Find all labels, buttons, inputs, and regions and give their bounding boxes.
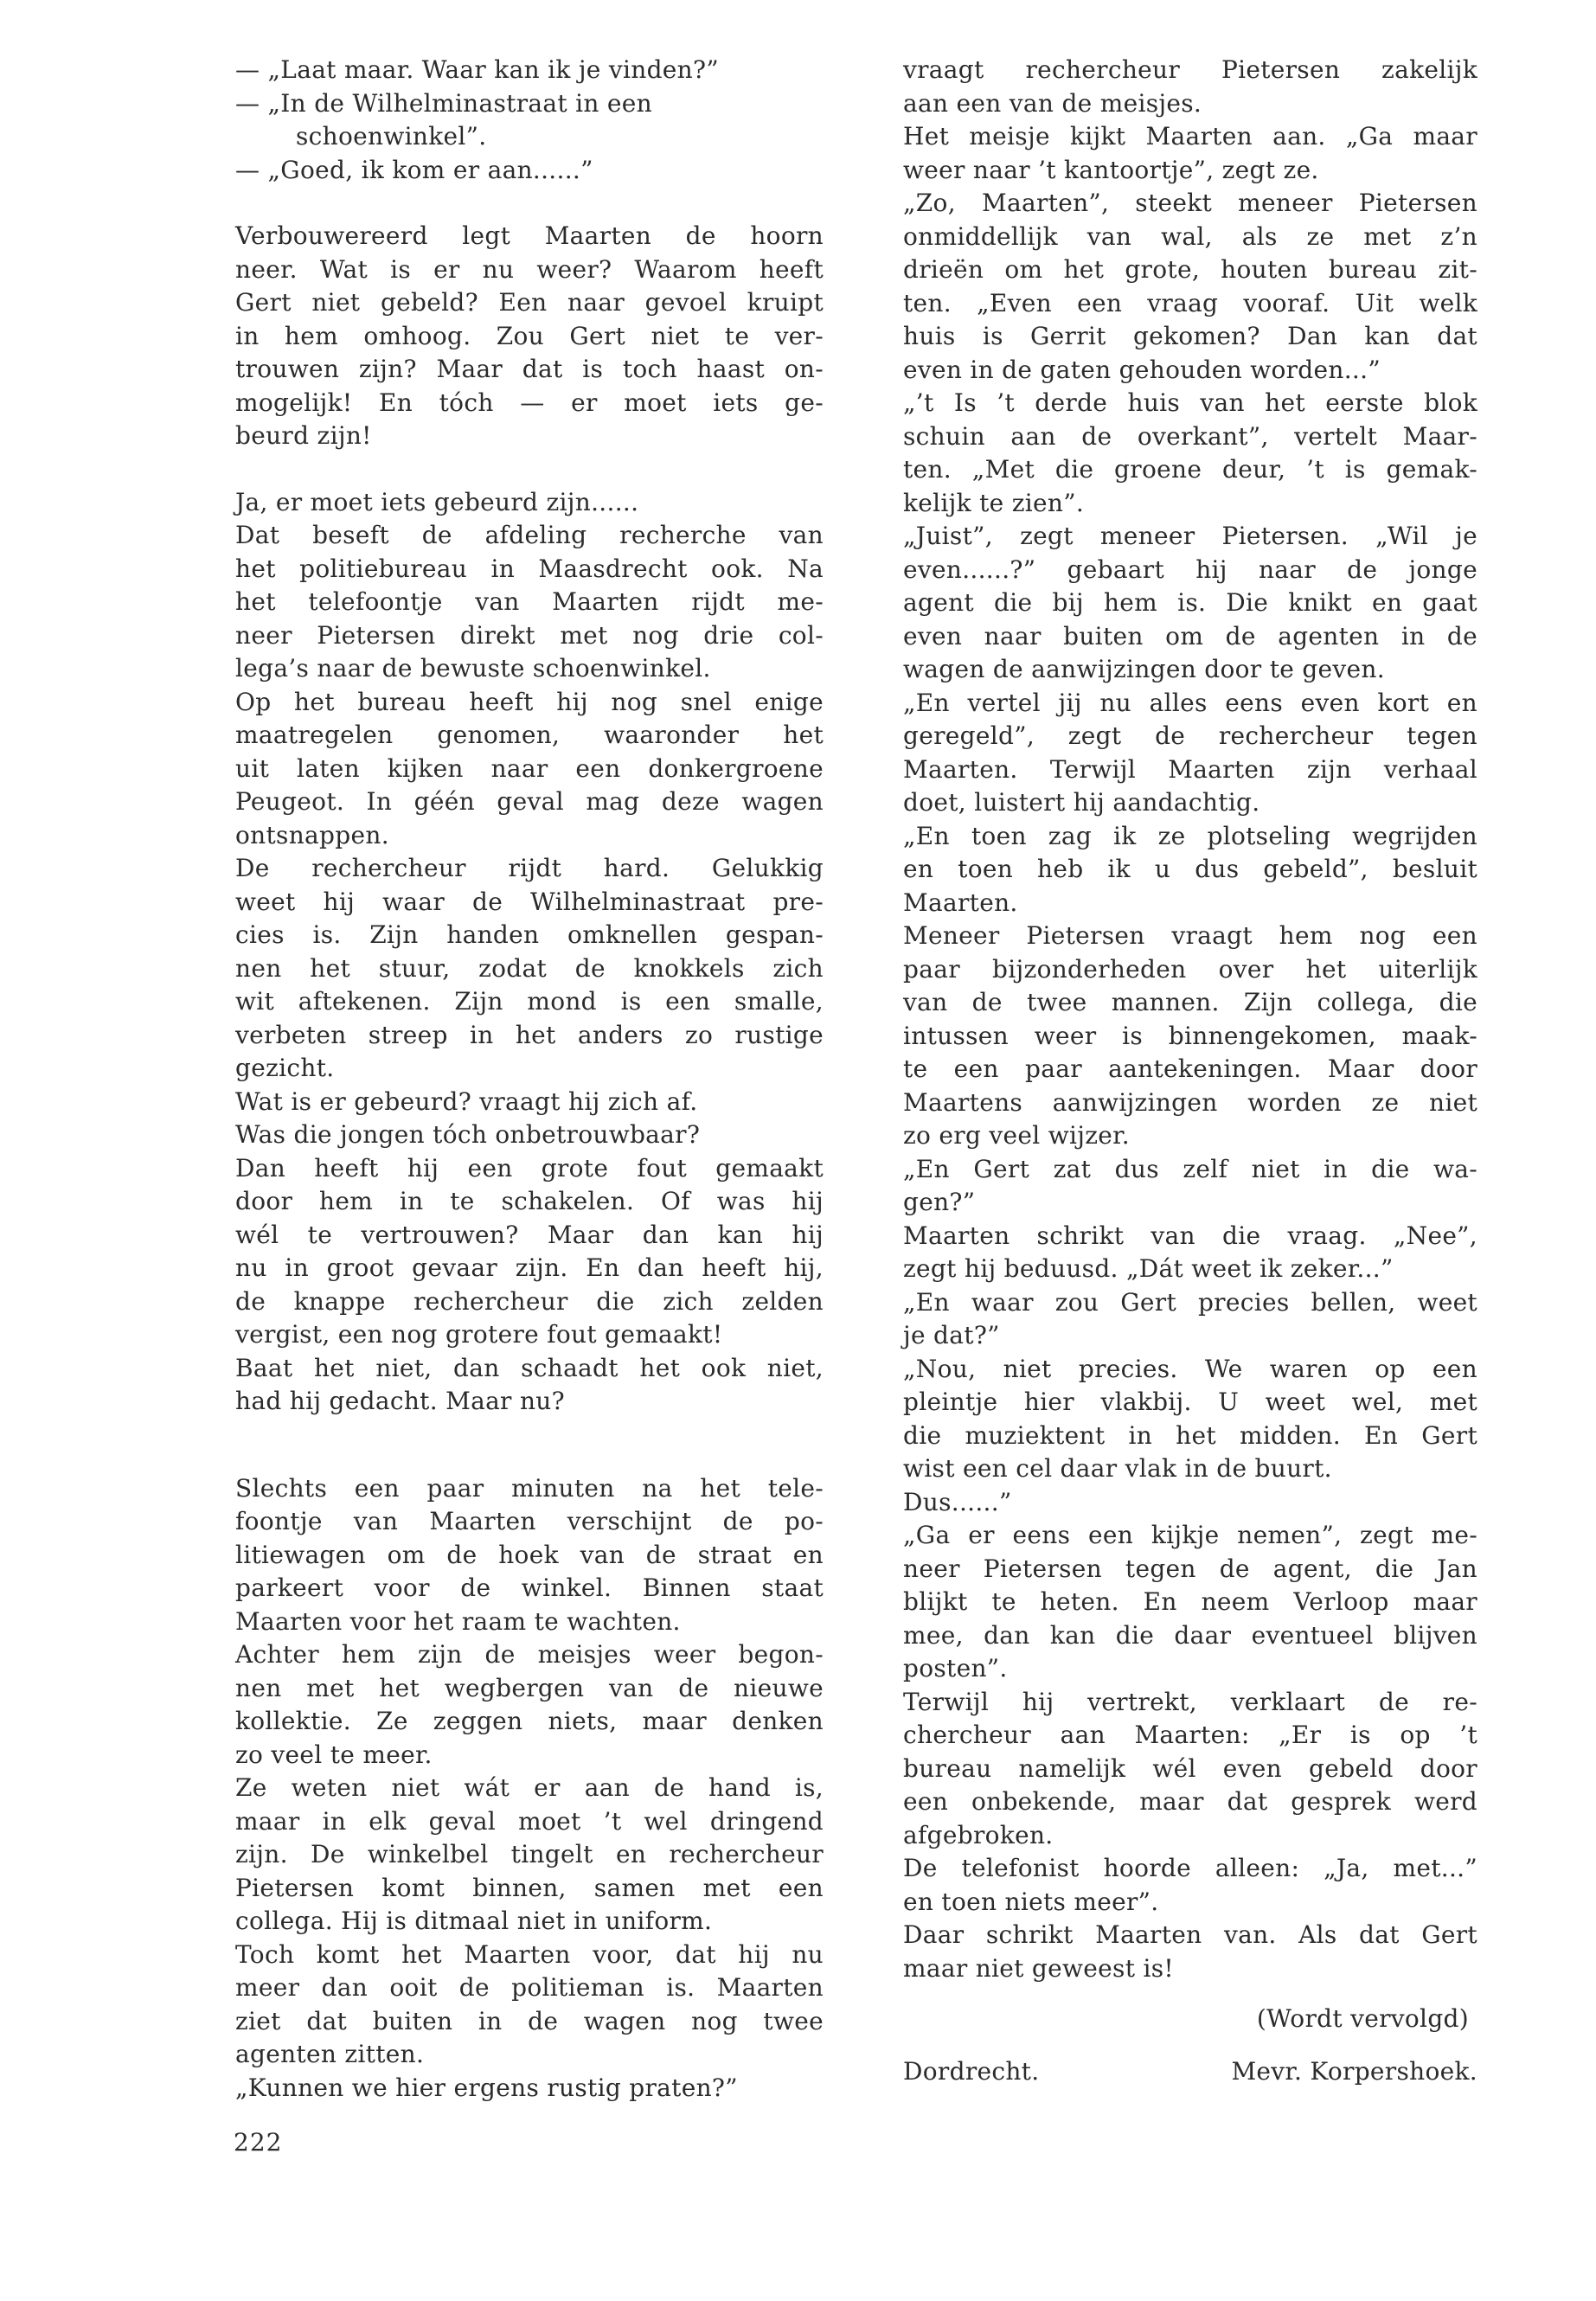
text-line: wagen de aanwijzingen door te geven. (903, 655, 1385, 683)
text-line: Achter hem zijn de meisjes weer begon- (235, 1640, 824, 1669)
text-line: had hij gedacht. Maar nu? (235, 1387, 565, 1415)
text-line: mee, dan kan die daar eventueel blijven (903, 1620, 1477, 1650)
text-line: „En Gert zat dus zelf niet in die wa- (903, 1154, 1477, 1183)
text-line: even naar buiten om de agenten in de (903, 621, 1477, 651)
text-line: trouwen zijn? Maar dat is toch haast on- (235, 355, 824, 383)
paragraph (235, 220, 824, 453)
text-line: geregeld”, zegt de rechercheur tegen (903, 721, 1477, 750)
text-line: een onbekende, maar dat gesprek werd (903, 1787, 1477, 1816)
text-line: foontje van Maarten verschijnt de po- (235, 1507, 824, 1535)
text-line: zegt hij beduusd. „Dát weet ik zeker...” (903, 1254, 1394, 1283)
text-line: die muziektent in het midden. En Gert (903, 1420, 1477, 1450)
text-line: uit laten kijken naar een donkergroene (235, 753, 824, 783)
signature-row (903, 2055, 1477, 2089)
text-line: weet hij waar de Wilhelminastraat pre- (235, 887, 824, 916)
text-line: Daar schrikt Maarten van. Als dat Gert (903, 1920, 1477, 1949)
text-line: nen met het wegbergen van de nieuwe (235, 1673, 824, 1702)
text-line: even......?” gebaart hij naar de jonge (903, 554, 1477, 584)
text-line: blijkt te heten. En neem Verloop maar (903, 1587, 1477, 1616)
text-line: maatregelen genomen, waaronder het (235, 721, 824, 749)
text-line: pleintje hier vlakbij. U weet wel, met (903, 1388, 1477, 1416)
text-line: en toen niets meer”. (903, 1887, 1159, 1916)
text-line: verbeten streep in het anders zo rustige (235, 1020, 824, 1049)
text-line: „En vertel jij nu alles eens even kort en (903, 688, 1477, 717)
text-line: Gert niet gebeld? Een naar gevoel kruipt (235, 288, 824, 317)
text-line: Maartens aanwijzingen worden ze niet (903, 1087, 1477, 1117)
text-line: vergist, een nog grotere fout gemaakt! (235, 1320, 723, 1349)
text-line: litiewagen om de hoek van de straat en (235, 1540, 824, 1569)
text-line: lega’s naar de bewuste schoenwinkel. (235, 654, 711, 683)
text-line: Het meisje kijkt Maarten aan. „Ga maar (903, 122, 1477, 151)
text-line: neer. Wat is er nu weer? Waarom heeft (235, 254, 824, 284)
text-line: parkeert voor de winkel. Binnen staat (235, 1574, 824, 1602)
text-line: „Ga er eens een kijkje nemen”, zegt me- (903, 1521, 1477, 1549)
text-line: nen het stuur, zodat de knokkels zich (235, 953, 824, 983)
text-line: Maarten schrikt van die vraag. „Nee”, (903, 1221, 1477, 1250)
text-line: afgebroken. (903, 1820, 1054, 1849)
text-line: cies is. Zijn handen omknellen gespan- (235, 920, 824, 949)
text-line: „Zo, Maarten”, steekt meneer Pietersen (903, 189, 1477, 217)
text-line: „Kunnen we hier ergens rustig praten?” (235, 2073, 738, 2102)
text-line: gezicht. (235, 1054, 335, 1082)
text-line: chercheur aan Maarten: „Er is op ’t (903, 1721, 1477, 1749)
text-line: intussen weer is binnengekomen, maak- (903, 1021, 1477, 1050)
text-line: ziet dat buiten in de wagen nog twee (235, 2006, 824, 2035)
text-line: posten”. (903, 1654, 1008, 1682)
text-line: schoenwinkel”. (296, 122, 487, 151)
text-line: Dat beseft de afdeling recherche van (235, 521, 824, 549)
text-line: door hem in te schakelen. Of was hij (235, 1187, 824, 1215)
text-line: van de twee mannen. Zijn collega, die (903, 988, 1477, 1016)
text-line: Meneer Pietersen vraagt hem nog een (903, 921, 1477, 950)
text-line: paar bijzonderheden over het uiterlijk (903, 954, 1477, 984)
text-line: gen?” (903, 1188, 976, 1216)
text-line: Verbouwereerd legt Maarten de hoorn (235, 221, 824, 250)
page-number: 222 (234, 2128, 283, 2157)
text-line: aan een van de meisjes. (903, 88, 1202, 118)
text-line: in hem omhoog. Zou Gert niet te ver- (235, 321, 824, 350)
text-line: beurd zijn! (235, 421, 372, 450)
text-line: Maarten. Terwijl Maarten zijn verhaal (903, 754, 1477, 784)
text-line: agent die bij hem is. Die knikt en gaat (903, 588, 1477, 617)
text-line: te een paar aantekeningen. Maar door (903, 1054, 1477, 1083)
text-line: Baat het niet, dan schaadt het ook niet, (235, 1353, 824, 1382)
place-name: Dordrecht. (903, 2056, 1040, 2086)
text-line: doet, luistert hij aandachtig. (903, 788, 1260, 817)
text-line: maar niet geweest is! (903, 1953, 1174, 1983)
text-line: — „In de Wilhelminastraat in een (235, 88, 652, 118)
text-line: maar in elk geval moet ’t wel dringend (235, 1806, 824, 1836)
text-line: vraagt rechercheur Pietersen zakelijk (903, 55, 1477, 84)
text-line: Op het bureau heeft hij nog snel enige (235, 687, 824, 716)
text-line: wit aftekenen. Zijn mond is een smalle, (235, 987, 824, 1016)
text-line: Slechts een paar minuten na het tele- (235, 1473, 824, 1503)
text-line: „En waar zou Gert precies bellen, weet (903, 1287, 1477, 1317)
text-line: zo erg veel wijzer. (903, 1121, 1130, 1150)
text-line: het telefoontje van Maarten rijdt me- (235, 587, 824, 616)
text-line: „Nou, niet precies. We waren op een (903, 1354, 1477, 1383)
text-line: Was die jongen tóch onbetrouwbaar? (235, 1120, 701, 1149)
right-column (903, 54, 1477, 2088)
text-line: De rechercheur rijdt hard. Gelukkig (235, 854, 824, 882)
text-line: ontsnappen. (235, 820, 389, 849)
text-line: neer Pietersen tegen de agent, die Jan (903, 1554, 1477, 1583)
paragraph (903, 54, 1477, 1985)
text-line: Pietersen komt binnen, samen met een (235, 1873, 824, 1902)
text-line: meer dan ooit de politieman is. Maarten (235, 1973, 824, 2002)
text-line: wél te vertrouwen? Maar dan kan hij (235, 1220, 824, 1249)
text-line: — „Goed, ik kom er aan......” (235, 155, 593, 184)
text-line: drieën om het grote, houten bureau zit- (903, 255, 1477, 284)
text-line: het politiebureau in Maasdrecht ook. Na (235, 554, 824, 583)
text-line: — „Laat maar. Waar kan ik je vinden?” (235, 55, 719, 84)
text-line: ten. „Met die groene deur, ’t is gemak- (903, 455, 1477, 484)
text-line: zo veel te meer. (235, 1740, 433, 1769)
text-line: „Juist”, zegt meneer Pietersen. „Wil je (903, 522, 1477, 550)
text-line: wist een cel daar vlak in de buurt. (903, 1454, 1332, 1483)
text-line: Dus......” (903, 1487, 1012, 1516)
text-line: „En toen zag ik ze plotseling wegrijden (903, 821, 1477, 850)
text-line: Maarten voor het raam te wachten. (235, 1606, 681, 1636)
dialogue-block (235, 54, 824, 187)
text-line: neer Pietersen direkt met nog drie col- (235, 620, 824, 650)
text-line: Wat is er gebeurd? vraagt hij zich af. (235, 1086, 698, 1116)
text-line: en toen heb ik u dus gebeld”, besluit (903, 855, 1477, 883)
text-line: bureau namelijk wél even gebeld door (903, 1753, 1477, 1783)
text-line: Ze weten niet wát er aan de hand is, (235, 1773, 824, 1802)
text-line: collega. Hij is ditmaal niet in uniform. (235, 1907, 713, 1935)
paragraph (235, 1472, 824, 2106)
text-line: schuin aan de overkant”, vertelt Maar- (903, 421, 1477, 451)
text-line: agenten zitten. (235, 2040, 425, 2068)
text-line: kelijk te zien”. (903, 488, 1085, 517)
text-line: Ja, er moet iets gebeurd zijn...... (235, 487, 639, 516)
to-be-continued: (Wordt vervolgd) (1256, 2004, 1469, 2033)
text-line: ten. „Even een vraag vooraf. Uit welk (903, 288, 1477, 317)
text-line: Dan heeft hij een grote fout gemaakt (235, 1153, 824, 1183)
text-line: weer naar ’t kantoortje”, zegt ze. (903, 155, 1319, 184)
text-line: mogelijk! En tóch — er moet iets ge- (235, 388, 824, 417)
text-line: De telefonist hoorde alleen: „Ja, met...” (903, 1854, 1477, 1882)
left-column (235, 54, 824, 2105)
text-line: Maarten. (903, 888, 1018, 917)
text-line: de knappe rechercheur die zich zelden (235, 1286, 824, 1316)
text-line: „’t Is ’t derde huis van het eerste blok (903, 388, 1477, 417)
text-line: even in de gaten gehouden worden...” (903, 355, 1381, 384)
text-line: Toch komt het Maarten voor, dat hij nu (235, 1939, 824, 1969)
text-line: huis is Gerrit gekomen? Dan kan dat (903, 322, 1477, 350)
text-line: zijn. De winkelbel tingelt en rechercheur (235, 1840, 824, 1868)
text-line: onmiddellijk van wal, als ze met z’n (903, 221, 1477, 251)
text-line: kollektie. Ze zeggen niets, maar denken (235, 1707, 824, 1735)
text-line: Peugeot. In géén geval mag deze wagen (235, 787, 824, 816)
text-line: je dat?” (903, 1321, 1000, 1349)
text-line: nu in groot gevaar zijn. En dan heeft hij, (235, 1253, 824, 1282)
text-line: Terwijl hij vertrekt, verklaart de re- (903, 1687, 1477, 1716)
author-name: Mevr. Korpershoek. (1231, 2056, 1477, 2086)
paragraph (235, 486, 824, 1419)
